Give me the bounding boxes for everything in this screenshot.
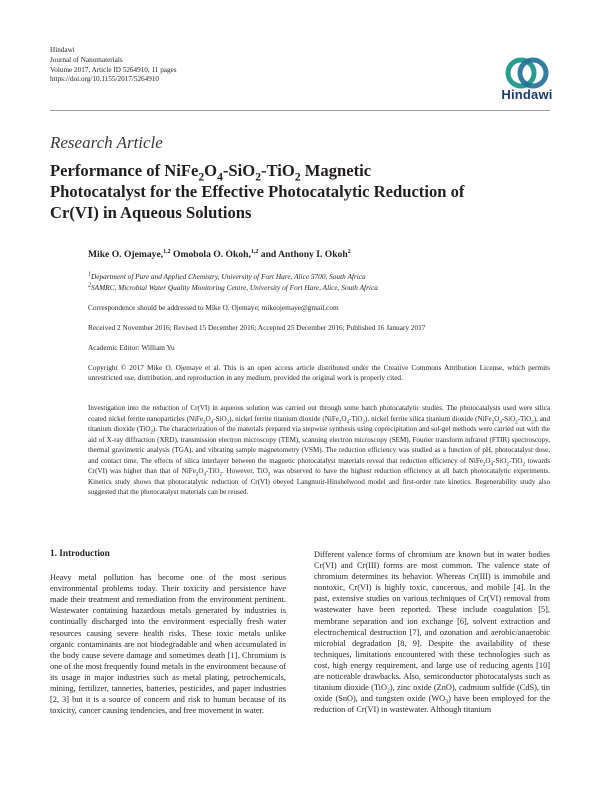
hindawi-logo-text: Hindawi	[501, 87, 553, 102]
header-divider	[50, 110, 550, 111]
affiliation-item: $^1$Department of Pure and Applied Chemistry, University of Fort Hare, Alice 5700, South Africa	[88, 271, 366, 281]
academic-editor: Academic Editor: William Yu	[88, 343, 175, 352]
correspondence-note: Correspondence should be addressed to Mike O. Ojemaye; mikeojemaye@gmail.com	[88, 303, 339, 312]
left-column	[50, 549, 286, 716]
author-name[interactable]: and Anthony I. Okoh	[258, 249, 348, 260]
right-column	[314, 549, 550, 715]
article-type: Research Article	[50, 133, 163, 152]
publisher-name: Hindawi	[50, 46, 75, 54]
journal-meta	[50, 46, 177, 85]
intro-paragraph-continued: Different valence forms of chromium are known but in water bodies Cr(VI) and Cr(III) forms are most common. The valence state of chromium determines its behavior. Whereas Cr(III) is immobile and nontoxic, Cr(VI) is highly toxic, cancerous, and mobile [4]. In the past, extensive studies on various techniques of Cr(VI) removal from wastewater have been reported. These include coagulation [5], membrane separation and ion exchange [6], solvent extraction and electrochemical destruction [7], and ozonation and aerobic/anaerobic microbial degradation [8, 9]. Despite the availability of these techniques, limitations encountered with these technologies such as cost, high energy requirement, and large use of reducing agents [10] are noticeable drawbacks. Also, semiconductor photocatalysts such as titanium dioxide (TiO$_2$), zinc oxide (ZnO), cadmium sulfide (CdS), tin oxide (SnO), and tungsten oxide $(WO_3)$ have been employed for the reduction of Cr(VI) in wastewater. Although titanium	[314, 550, 550, 715]
affiliation-item: $^2$SAMRC, Microbial Water Quality Monitoring Centre, University of Fort Hare, Alice, South Africa	[88, 282, 378, 292]
journal-name: Journal of Nanomaterials	[50, 55, 123, 64]
author-name[interactable]: Mike O. Ojemaye,	[88, 249, 164, 260]
publication-dates: Received 2 November 2016; Revised 15 December 2016; Accepted 25 December 2016; Published 16 January 2017	[88, 323, 426, 332]
intro-paragraph: Heavy metal pollution has become one of the most serious environmental problems today. Their toxicity and persistence have made their treatment and remediation from the environment pertinent. Wastewater containing hazardous metals generated by industries is continually discharged into the environment especially fresh water resources causing severe health risks. These toxic metals unlike organic contaminants are not biodegradable and when accumulated in the body cause severe damage and sometimes death [1]. Chromium is one of the most frequently found metals in the environment because of its usage in major industries such as metal plating, petrochemicals, mining, fertilizer, tanneries, batteries, pesticides, and paper industries [2, 3] but it is a source of concern and risk to human because of its toxicity, cancer causing tendencies, and free movement in water.	[50, 573, 286, 716]
abstract: Investigation into the reduction of Cr(VI) in aqueous solution was carried out through some batch photocatalytic studies. The photocatalysts used were silica coated nickel ferrite nanoparticles $(NiFe_2O_4-SiO_2)$, nickel ferrite titanium dioxide $(NiFe_2O_4-TiO_2)$, nickel ferrite silica titanium dioxide $(NiFe_2O_4-SiO_2-TiO_2)$, and titanium dioxide (TiO$_2$). The characterization of the materials prepared via stepwise synthesis using coprecipitation and sol-gel methods were carried out with the aid of X-ray diffraction (XRD), transmission electron microscopy (TEM), scanning electron microscopy (SEM), Fourier transform infrared (FTIR) spectroscopy, thermal gravimetric analysis (TGA), and vibrating sample magnetometry (VSM). The reduction efficiency was studied as a function of pH, photocatalyst dose, and contact time. The effects of silica interlayer between the magnetic photocatalyst materials reveal that reduction efficiency of $NiFe_2O_4-SiO_2-TiO_2$ towards Cr(VI) was higher than that of $NiFe_2O_4-TiO_2$. However, TiO$_2$ was observed to have the highest reduction efficiency at all batch photocatalytic experiments. Kinetics study shows that photocatalytic reduction of Cr(VI) obeyed Langmuir-Hinshelwood model and first-order rate kinetics. Regenerability study also suggested that the photocatalyst materials can be reused.	[88, 404, 551, 496]
affiliations	[88, 272, 378, 293]
author-name[interactable]: Omobola O. Okoh,	[170, 249, 251, 260]
article-title: Performance of $NiFe_2O_4-SiO_2-TiO_2$ Magnetic Photocatalyst for the Effective Photocatalytic Reduction of Cr(VI) in Aqueous Solutions	[50, 161, 465, 222]
copyright-notice: Copyright © 2017 Mike O. Ojemaye et al. This is an open access article distributed under the Creative Commons Attribution License, which permits unrestricted use, distribution, and reproduction in any medium, provided the original work is properly cited.	[88, 363, 550, 383]
section-heading: 1. Introduction	[50, 549, 110, 559]
doi-link[interactable]: https://doi.org/10.1155/2017/5264910	[50, 75, 160, 84]
volume-info: Volume 2017, Article ID 5264910, 11 pages	[50, 65, 177, 74]
author-list: Mike O. Ojemaye,$^{1,2}$ Omobola O. Okoh,$^{1,2}$ and Anthony I. Okoh$^2$	[88, 248, 351, 260]
